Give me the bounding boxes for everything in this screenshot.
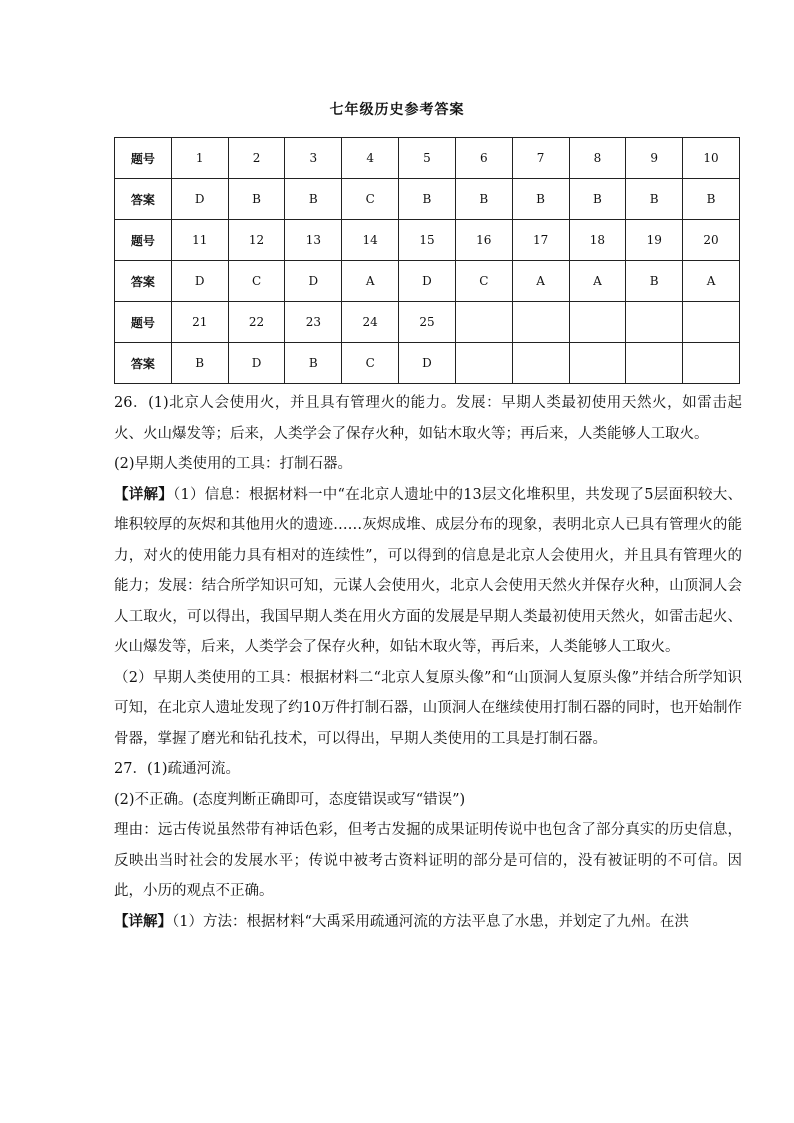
- answer-cell: D: [171, 179, 228, 220]
- answer-cell: [683, 343, 740, 384]
- question-number-cell: [455, 302, 512, 343]
- answer-cell: B: [285, 179, 342, 220]
- answer-cell: B: [171, 343, 228, 384]
- page-title: 七年级历史参考答案: [329, 102, 465, 118]
- answer-cell: B: [683, 179, 740, 220]
- answer-header: 答案: [115, 261, 172, 302]
- answer-cell: [569, 343, 626, 384]
- answer-cell: C: [342, 179, 399, 220]
- question-number-header: 题号: [115, 302, 172, 343]
- question-number-cell: 17: [512, 220, 569, 261]
- question-number-cell: 25: [399, 302, 456, 343]
- question-number-cell: 23: [285, 302, 342, 343]
- question-number-row: [115, 138, 740, 179]
- question-number-cell: 24: [342, 302, 399, 343]
- answer-row: [115, 343, 740, 384]
- question-number-cell: 13: [285, 220, 342, 261]
- detail-text: （1）方法：根据材料“大禹采用疏通河流的方法平息了水患，并划定了九州。在洪: [172, 913, 689, 930]
- answer-cell: B: [228, 179, 285, 220]
- answer-cell: B: [399, 179, 456, 220]
- answer-cell: A: [512, 261, 569, 302]
- q26-detail-part2: （2）早期人类使用的工具：根据材料二“北京人复原头像”和“山顶洞人复原头像”并结合所学知识可知，在北京人遗址发现了约10万件打制石器，山顶洞人在继续使用打制石器的同时，也开始制作骨器，掌握了磨光和钻孔技术，可以得出，早期人类使用的工具是打制石器。: [114, 669, 742, 747]
- answer-explanations: [114, 388, 742, 937]
- question-number-cell: [569, 302, 626, 343]
- question-number-cell: 16: [455, 220, 512, 261]
- question-number-cell: 4: [342, 138, 399, 179]
- question-number-cell: 10: [683, 138, 740, 179]
- question-number-row: [115, 302, 740, 343]
- question-number-cell: 8: [569, 138, 626, 179]
- answer-header: 答案: [115, 179, 172, 220]
- question-number-cell: 2: [228, 138, 285, 179]
- answer-cell: B: [455, 179, 512, 220]
- answer-header: 答案: [115, 343, 172, 384]
- question-number-cell: 20: [683, 220, 740, 261]
- detail-label: 【详解】: [114, 485, 174, 503]
- answer-row: [115, 179, 740, 220]
- answer-cell: B: [626, 179, 683, 220]
- answer-cell: B: [512, 179, 569, 220]
- answer-cell: D: [285, 261, 342, 302]
- q27-answer-part1: 27．(1)疏通河流。: [114, 761, 240, 777]
- question-number-cell: 21: [171, 302, 228, 343]
- question-number-cell: [626, 302, 683, 343]
- q26-answer-part1: 26．(1)北京人会使用火，并且具有管理火的能力。发展：早期人类最初使用天然火，如雷击起火、火山爆发等；后来，人类学会了保存火种，如钻木取火等；再后来，人类能够人工取火。: [114, 395, 742, 442]
- question-number-cell: 22: [228, 302, 285, 343]
- answer-cell: [512, 343, 569, 384]
- answer-row: [115, 261, 740, 302]
- answer-cell: B: [285, 343, 342, 384]
- answer-cell: B: [569, 179, 626, 220]
- answer-cell: D: [228, 343, 285, 384]
- question-number-cell: 14: [342, 220, 399, 261]
- question-number-cell: 3: [285, 138, 342, 179]
- question-number-header: 题号: [115, 138, 172, 179]
- q27-answer-part2: (2)不正确。(态度判断正确即可，态度错误或写“错误”): [114, 791, 466, 808]
- answer-cell: D: [399, 343, 456, 384]
- answer-cell: [455, 343, 512, 384]
- answer-cell: C: [342, 343, 399, 384]
- detail-text: （1）信息：根据材料一中“在北京人遗址中的13层文化堆积里，共发现了5层面积较大、堆积较厚的灰烬和其他用火的遗迹……灰烬成堆、成层分布的现象，表明北京人已具有管理火的能力，对火的使用能力具有相对的连续性”，可以得到的信息是北京人会使用火，并且具有管理火的能力；发展：结合所学知识可知，元谋人会使用火，北京人会使用天然火并保存火种，山顶洞人会人工取火，可以得出，我国早期人类在用火方面的发展是早期人类最初使用天然火，如雷击起火、火山爆发等，后来，人类学会了保存火种，如钻木取火等，再后来，人类能够人工取火。: [114, 486, 743, 655]
- question-number-cell: 12: [228, 220, 285, 261]
- q27-detail-part1: [114, 907, 742, 938]
- answer-cell: D: [171, 261, 228, 302]
- answer-cell: A: [569, 261, 626, 302]
- question-number-row: [115, 220, 740, 261]
- question-number-cell: 6: [455, 138, 512, 179]
- question-number-cell: 11: [171, 220, 228, 261]
- q26-detail-part1: [114, 480, 742, 663]
- answer-cell: D: [399, 261, 456, 302]
- question-number-cell: 5: [399, 138, 456, 179]
- answer-cell: A: [683, 261, 740, 302]
- question-number-cell: 15: [399, 220, 456, 261]
- answer-cell: A: [342, 261, 399, 302]
- question-number-cell: 7: [512, 138, 569, 179]
- answer-cell: [626, 343, 683, 384]
- detail-label: 【详解】: [114, 912, 172, 930]
- question-number-cell: 9: [626, 138, 683, 179]
- answer-cell: B: [626, 261, 683, 302]
- q27-reason: 理由：远古传说虽然带有神话色彩，但考古发掘的成果证明传说中也包含了部分真实的历史信息，反映出当时社会的发展水平；传说中被考古资料证明的部分是可信的，没有被证明的不可信。因此，小历的观点不正确。: [114, 822, 742, 899]
- question-number-header: 题号: [115, 220, 172, 261]
- question-number-cell: 18: [569, 220, 626, 261]
- answer-cell: C: [228, 261, 285, 302]
- question-number-cell: 1: [171, 138, 228, 179]
- question-number-cell: 19: [626, 220, 683, 261]
- q26-answer-part2: (2)早期人类使用的工具：打制石器。: [114, 456, 353, 472]
- answer-cell: C: [455, 261, 512, 302]
- question-number-cell: [512, 302, 569, 343]
- question-number-cell: [683, 302, 740, 343]
- answer-table: [114, 137, 740, 384]
